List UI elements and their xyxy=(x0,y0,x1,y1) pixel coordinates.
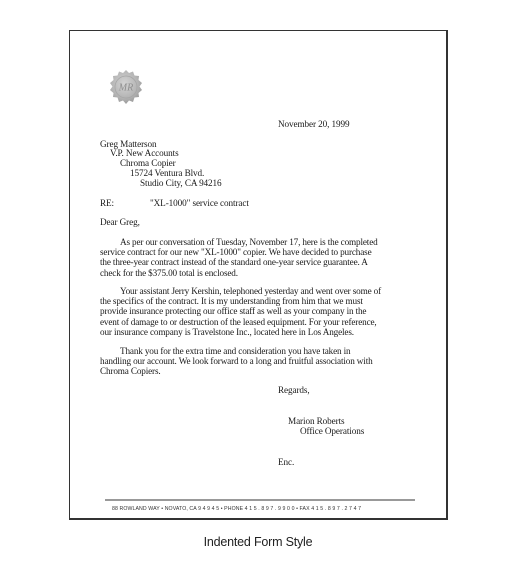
body-paragraph-1: As per our conversation of Tuesday, November 17, here is the completed service contract for our new "XL-1000" copier. We have decided to purchase the three-year contract instead of the standard one-year service guarantee. A check for the $375.00 total is enclosed. xyxy=(100,237,378,278)
recipient-street: 15724 Ventura Blvd. xyxy=(130,168,205,178)
signer-title: Office Operations xyxy=(300,426,365,436)
recipient-name: Greg Matterson xyxy=(100,139,157,149)
closing: Regards, xyxy=(278,385,310,395)
enclosure-notation: Enc. xyxy=(278,457,295,467)
re-subject: "XL-1000" service contract xyxy=(150,198,249,208)
signer-name: Marion Roberts xyxy=(288,416,345,426)
body-paragraph-2: Your assistant Jerry Kershin, telephoned yesterday and went over some of the specifics of the contract. It is my understanding from him that we must provide insurance protecting our office staff as well as your company in the event of damage to or destruction of the leased equipment. For your reference, our insurance company is Travelstone Inc., located here in Los Angeles. xyxy=(100,286,382,337)
recipient-city: Studio City, CA 94216 xyxy=(140,178,222,188)
recipient-company: Chroma Copier xyxy=(120,158,176,168)
letter-date: November 20, 1999 xyxy=(278,119,350,129)
body-paragraph-3: Thank you for the extra time and consideration you have taken in handling our account. We look forward to a long and fruitful association with Chroma Copiers. xyxy=(100,346,373,377)
letterhead-footer-address: 88 ROWLAND WAY • NOVATO, CA 9 4 9 4 5 • PHONE 4 1 5 . 8 9 7 . 9 9 0 0 • FAX 4 1 5 . 8 9 7 . 2 7 4 7 xyxy=(112,506,362,512)
footer-divider xyxy=(105,499,415,501)
seal-monogram: MR xyxy=(118,82,134,94)
figure-caption: Indented Form Style xyxy=(203,535,313,549)
letterhead-seal-logo xyxy=(108,69,144,105)
re-label: RE: xyxy=(100,198,114,208)
letter-page xyxy=(69,30,448,520)
recipient-title: V.P. New Accounts xyxy=(110,148,179,158)
salutation: Dear Greg, xyxy=(100,217,140,227)
